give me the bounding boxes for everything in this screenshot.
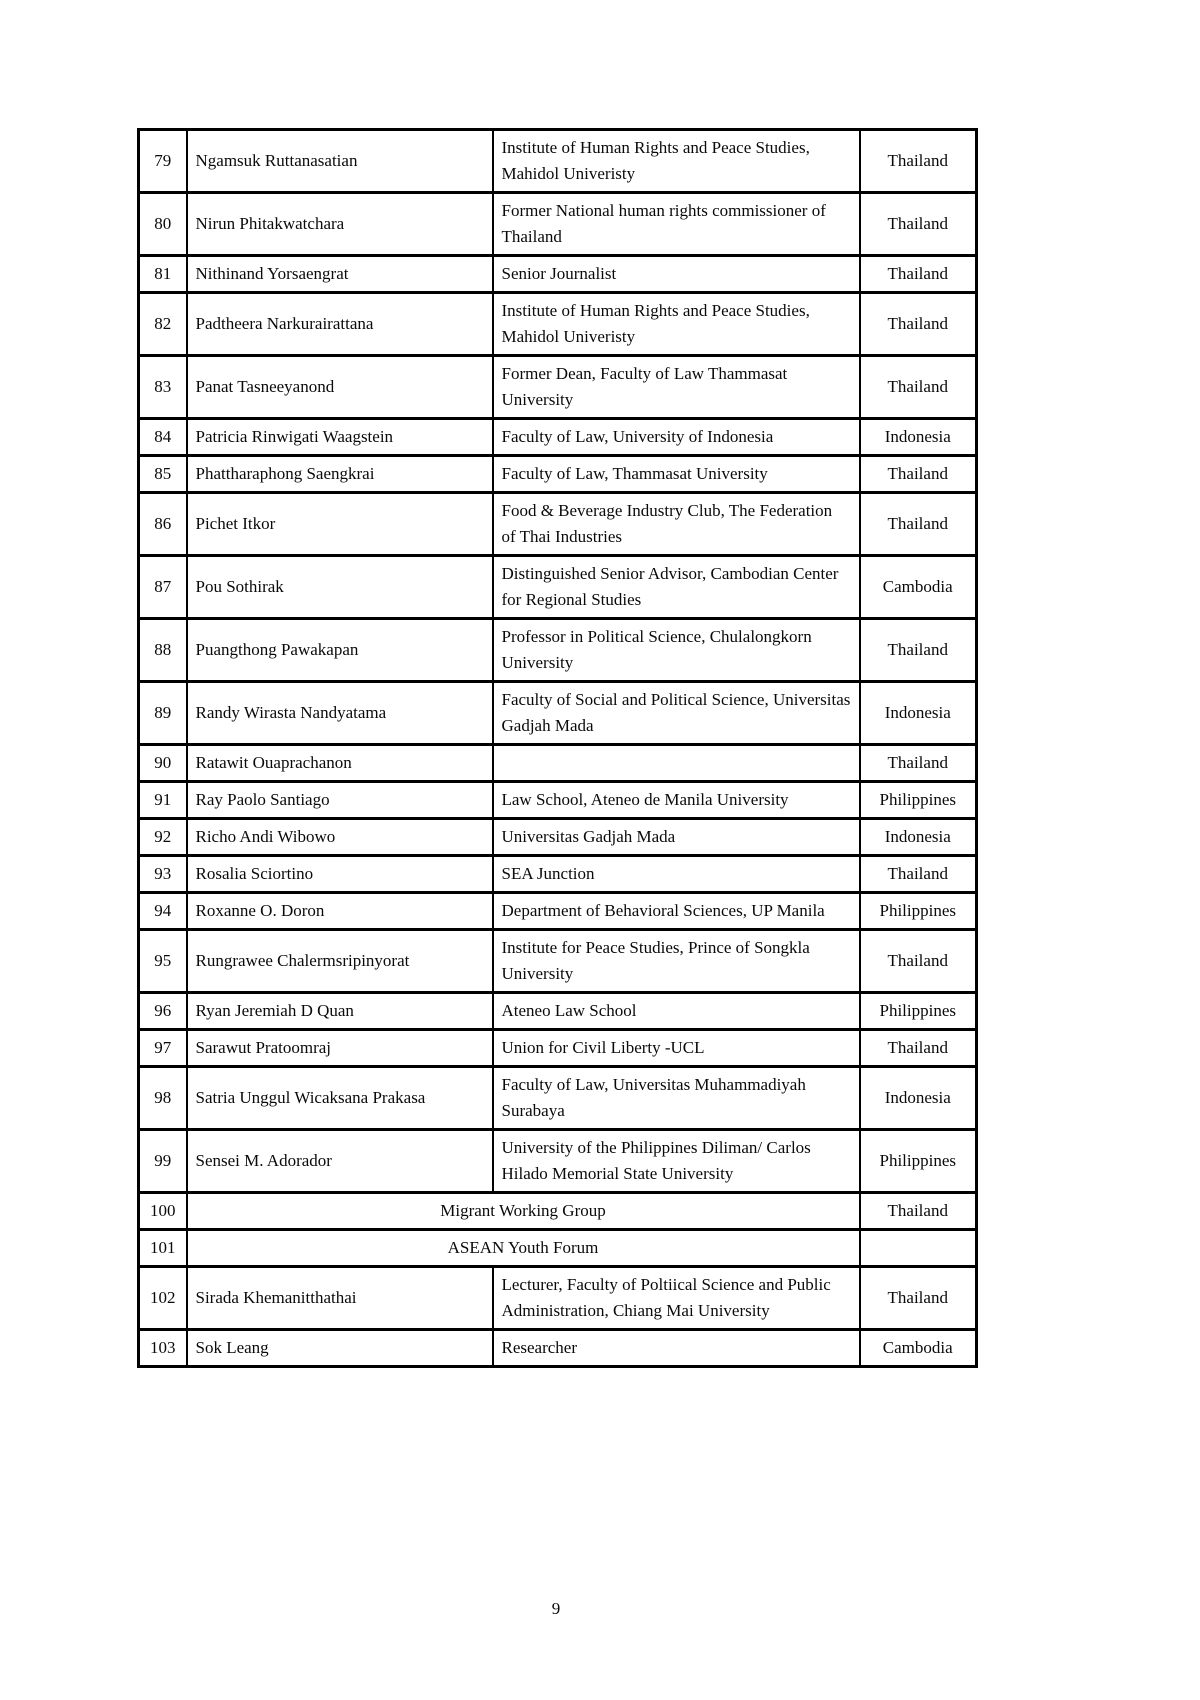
participant-table <box>137 128 978 1368</box>
cell-country: Thailand <box>860 1193 977 1230</box>
cell-affiliation: Former Dean, Faculty of Law Thammasat University <box>493 356 860 419</box>
cell-name: Phattharaphong Saengkrai <box>187 456 493 493</box>
table-row <box>139 1230 977 1267</box>
cell-name: Roxanne O. Doron <box>187 893 493 930</box>
cell-affiliation: Faculty of Law, Universitas Muhammadiyah Surabaya <box>493 1067 860 1130</box>
cell-affiliation: Lecturer, Faculty of Poltiical Science and Public Administration, Chiang Mai University <box>493 1267 860 1330</box>
cell-no: 99 <box>139 1130 187 1193</box>
cell-affiliation: Department of Behavioral Sciences, UP Manila <box>493 893 860 930</box>
cell-name: Randy Wirasta Nandyatama <box>187 682 493 745</box>
cell-country <box>860 1230 977 1267</box>
cell-country: Thailand <box>860 256 977 293</box>
cell-no: 85 <box>139 456 187 493</box>
cell-name: Rosalia Sciortino <box>187 856 493 893</box>
cell-country: Philippines <box>860 1130 977 1193</box>
table-row <box>139 993 977 1030</box>
cell-name: Panat Tasneeyanond <box>187 356 493 419</box>
cell-name: Patricia Rinwigati Waagstein <box>187 419 493 456</box>
table-row <box>139 1193 977 1230</box>
cell-merged-name: ASEAN Youth Forum <box>187 1230 860 1267</box>
table-row <box>139 819 977 856</box>
cell-affiliation: Faculty of Law, Thammasat University <box>493 456 860 493</box>
cell-name: Richo Andi Wibowo <box>187 819 493 856</box>
cell-no: 82 <box>139 293 187 356</box>
cell-affiliation: Institute for Peace Studies, Prince of Songkla University <box>493 930 860 993</box>
cell-country: Cambodia <box>860 556 977 619</box>
cell-country: Philippines <box>860 993 977 1030</box>
cell-name: Ratawit Ouaprachanon <box>187 745 493 782</box>
cell-affiliation: Faculty of Law, University of Indonesia <box>493 419 860 456</box>
participant-table-container <box>137 128 975 1368</box>
table-row <box>139 930 977 993</box>
cell-no: 101 <box>139 1230 187 1267</box>
cell-affiliation: Professor in Political Science, Chulalongkorn University <box>493 619 860 682</box>
cell-name: Ryan Jeremiah D Quan <box>187 993 493 1030</box>
cell-merged-name: Migrant Working Group <box>187 1193 860 1230</box>
cell-country: Thailand <box>860 1267 977 1330</box>
cell-affiliation: Faculty of Social and Political Science, Universitas Gadjah Mada <box>493 682 860 745</box>
cell-no: 98 <box>139 1067 187 1130</box>
cell-country: Indonesia <box>860 1067 977 1130</box>
cell-no: 100 <box>139 1193 187 1230</box>
cell-no: 88 <box>139 619 187 682</box>
page-number: 9 <box>551 1599 561 1618</box>
participant-table-body <box>139 130 977 1367</box>
table-row <box>139 356 977 419</box>
cell-affiliation: Institute of Human Rights and Peace Studies, Mahidol Univeristy <box>493 130 860 193</box>
cell-name: Ray Paolo Santiago <box>187 782 493 819</box>
cell-name: Sirada Khemanitthathai <box>187 1267 493 1330</box>
cell-name: Puangthong Pawakapan <box>187 619 493 682</box>
cell-name: Padtheera Narkurairattana <box>187 293 493 356</box>
cell-no: 80 <box>139 193 187 256</box>
cell-country: Thailand <box>860 619 977 682</box>
cell-name: Sarawut Pratoomraj <box>187 1030 493 1067</box>
cell-country: Indonesia <box>860 419 977 456</box>
cell-name: Ngamsuk Ruttanasatian <box>187 130 493 193</box>
cell-country: Thailand <box>860 930 977 993</box>
cell-country: Thailand <box>860 130 977 193</box>
cell-country: Cambodia <box>860 1330 977 1367</box>
table-row <box>139 456 977 493</box>
cell-affiliation: Researcher <box>493 1330 860 1367</box>
cell-country: Thailand <box>860 1030 977 1067</box>
cell-no: 86 <box>139 493 187 556</box>
cell-no: 93 <box>139 856 187 893</box>
table-row <box>139 493 977 556</box>
cell-no: 95 <box>139 930 187 993</box>
cell-no: 79 <box>139 130 187 193</box>
cell-affiliation: Institute of Human Rights and Peace Studies, Mahidol Univeristy <box>493 293 860 356</box>
table-row <box>139 1030 977 1067</box>
cell-country: Indonesia <box>860 682 977 745</box>
cell-no: 83 <box>139 356 187 419</box>
cell-no: 92 <box>139 819 187 856</box>
table-row <box>139 1267 977 1330</box>
cell-country: Thailand <box>860 493 977 556</box>
cell-no: 84 <box>139 419 187 456</box>
cell-no: 91 <box>139 782 187 819</box>
cell-country: Philippines <box>860 782 977 819</box>
table-row <box>139 1067 977 1130</box>
cell-country: Thailand <box>860 293 977 356</box>
cell-affiliation: SEA Junction <box>493 856 860 893</box>
cell-no: 96 <box>139 993 187 1030</box>
cell-country: Thailand <box>860 856 977 893</box>
table-row <box>139 682 977 745</box>
table-row <box>139 893 977 930</box>
cell-no: 81 <box>139 256 187 293</box>
cell-no: 94 <box>139 893 187 930</box>
cell-country: Thailand <box>860 456 977 493</box>
cell-name: Pou Sothirak <box>187 556 493 619</box>
cell-name: Pichet Itkor <box>187 493 493 556</box>
cell-affiliation: Union for Civil Liberty -UCL <box>493 1030 860 1067</box>
cell-country: Thailand <box>860 356 977 419</box>
table-row <box>139 193 977 256</box>
cell-no: 89 <box>139 682 187 745</box>
table-row <box>139 1330 977 1367</box>
cell-affiliation: Food & Beverage Industry Club, The Federation of Thai Industries <box>493 493 860 556</box>
cell-no: 90 <box>139 745 187 782</box>
cell-no: 103 <box>139 1330 187 1367</box>
cell-country: Philippines <box>860 893 977 930</box>
table-row <box>139 1130 977 1193</box>
cell-affiliation: Law School, Ateneo de Manila University <box>493 782 860 819</box>
cell-affiliation <box>493 745 860 782</box>
cell-country: Thailand <box>860 193 977 256</box>
cell-name: Nithinand Yorsaengrat <box>187 256 493 293</box>
cell-name: Nirun Phitakwatchara <box>187 193 493 256</box>
cell-affiliation: Ateneo Law School <box>493 993 860 1030</box>
cell-name: Satria Unggul Wicaksana Prakasa <box>187 1067 493 1130</box>
table-row <box>139 256 977 293</box>
table-row <box>139 782 977 819</box>
cell-name: Sok Leang <box>187 1330 493 1367</box>
cell-name: Rungrawee Chalermsripinyorat <box>187 930 493 993</box>
cell-no: 102 <box>139 1267 187 1330</box>
cell-affiliation: Distinguished Senior Advisor, Cambodian Center for Regional Studies <box>493 556 860 619</box>
table-row <box>139 556 977 619</box>
cell-affiliation: Former National human rights commissioner of Thailand <box>493 193 860 256</box>
cell-affiliation: University of the Philippines Diliman/ Carlos Hilado Memorial State University <box>493 1130 860 1193</box>
table-row <box>139 130 977 193</box>
cell-affiliation: Senior Journalist <box>493 256 860 293</box>
cell-country: Thailand <box>860 745 977 782</box>
table-row <box>139 856 977 893</box>
cell-country: Indonesia <box>860 819 977 856</box>
table-row <box>139 293 977 356</box>
table-row <box>139 419 977 456</box>
cell-no: 87 <box>139 556 187 619</box>
cell-no: 97 <box>139 1030 187 1067</box>
cell-affiliation: Universitas Gadjah Mada <box>493 819 860 856</box>
cell-name: Sensei M. Adorador <box>187 1130 493 1193</box>
table-row <box>139 619 977 682</box>
table-row <box>139 745 977 782</box>
